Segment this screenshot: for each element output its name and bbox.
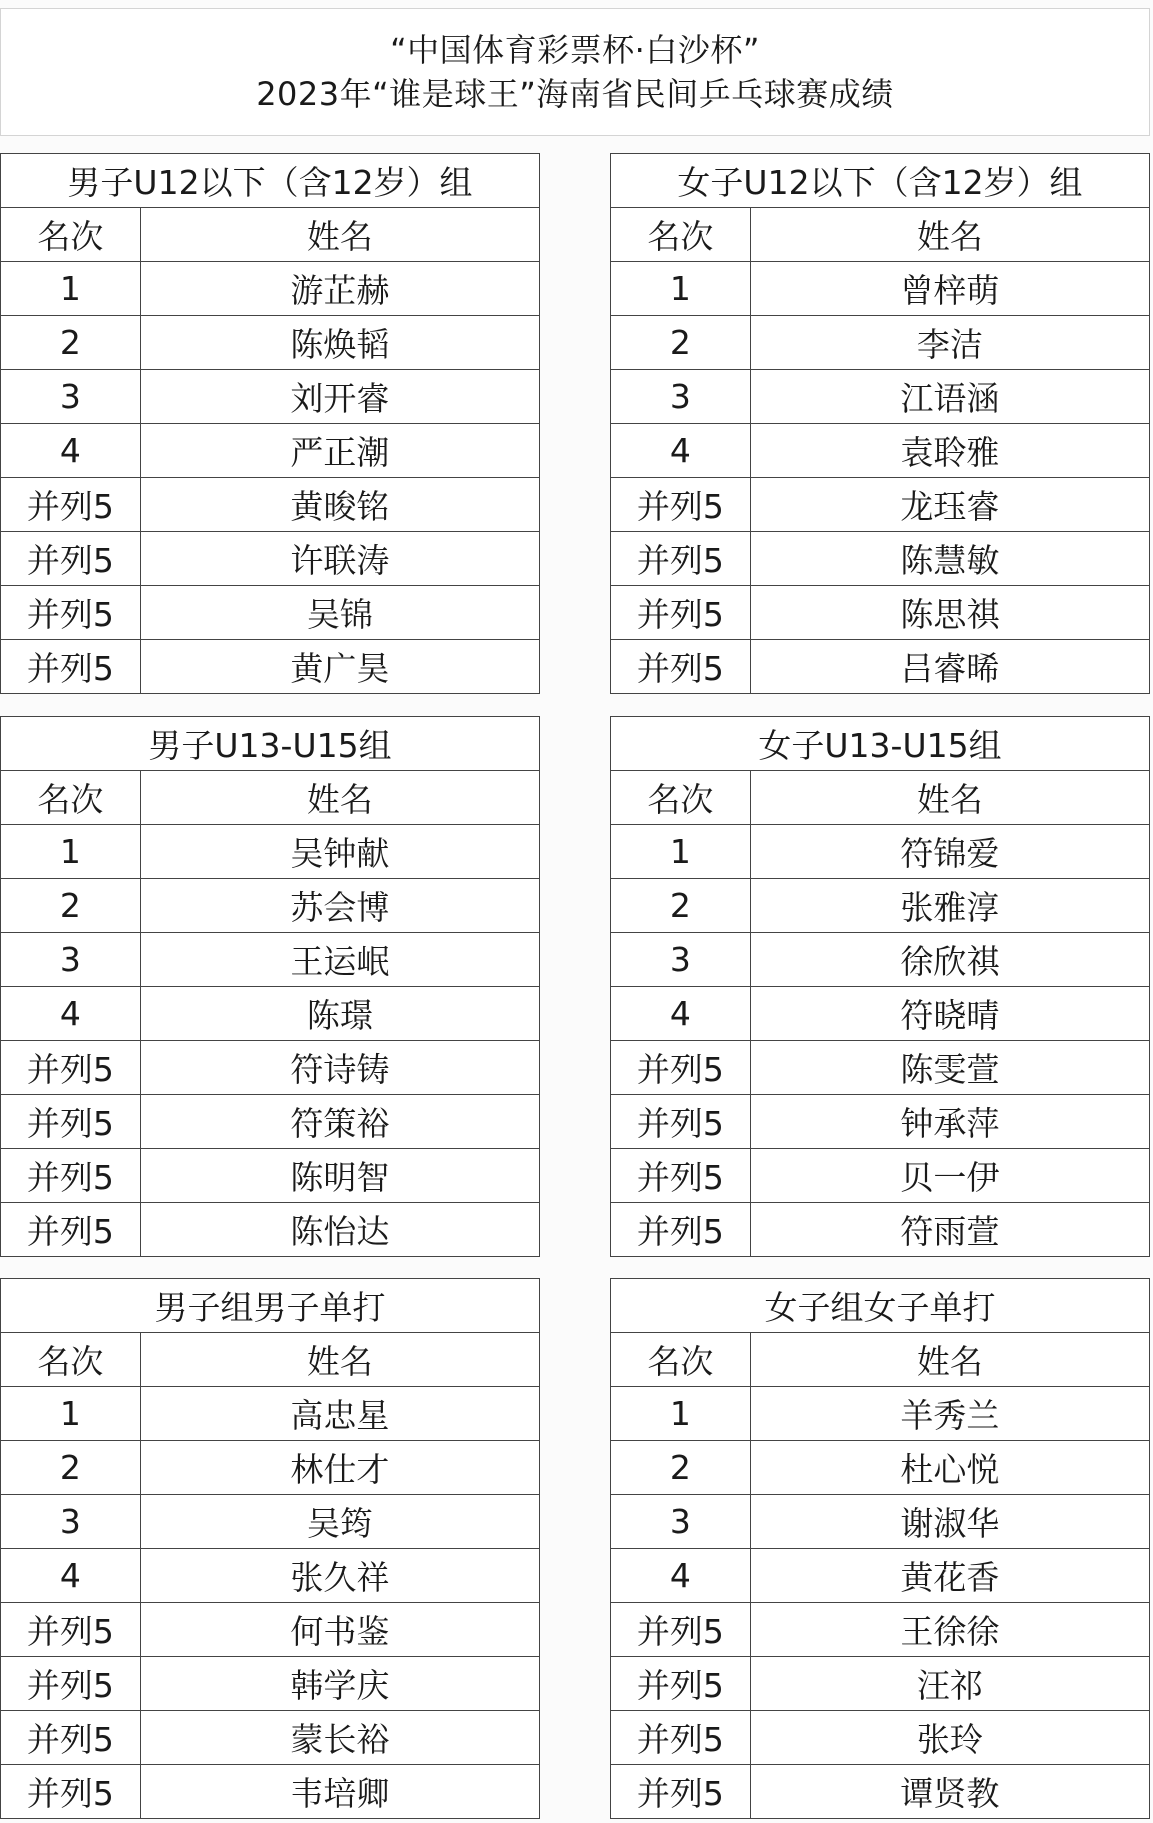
results-table [0,153,540,694]
table-row [611,825,1150,879]
name-cell: 羊秀兰 [751,1387,1150,1441]
table-row [611,478,1150,532]
name-cell: 陈雯萱 [751,1041,1150,1095]
rank-cell: 3 [611,1495,751,1549]
rank-column-header: 名次 [611,1333,751,1387]
table-row [1,1203,540,1257]
name-cell: 何书鉴 [141,1603,540,1657]
table-row [1,987,540,1041]
table-row [611,1711,1150,1765]
group-title: 男子U12以下（含12岁）组 [1,154,540,208]
group-title: 女子组女子单打 [611,1279,1150,1333]
rank-cell: 并列5 [611,1657,751,1711]
rank-cell: 并列5 [1,586,141,640]
name-cell: 王徐徐 [751,1603,1150,1657]
name-cell: 高忠星 [141,1387,540,1441]
header-row [611,771,1150,825]
table-row [1,1095,540,1149]
rank-cell: 并列5 [1,1203,141,1257]
header-row [611,208,1150,262]
group-title: 男子U13-U15组 [1,717,540,771]
results-table [610,1278,1150,1819]
rank-cell: 并列5 [1,1765,141,1819]
rank-cell: 3 [1,370,141,424]
rank-cell: 并列5 [611,1765,751,1819]
name-cell: 韦培卿 [141,1765,540,1819]
rank-cell: 2 [611,1441,751,1495]
table-row [1,1441,540,1495]
name-cell: 贝一伊 [751,1149,1150,1203]
name-cell: 陈璟 [141,987,540,1041]
name-cell: 李洁 [751,316,1150,370]
rank-cell: 并列5 [611,640,751,694]
rank-cell: 并列5 [611,1711,751,1765]
name-cell: 谭贤教 [751,1765,1150,1819]
rank-cell: 1 [611,1387,751,1441]
name-cell: 汪祁 [751,1657,1150,1711]
table-row [611,1765,1150,1819]
table-row [611,1203,1150,1257]
table-row [611,586,1150,640]
group-title: 女子U12以下（含12岁）组 [611,154,1150,208]
name-column-header: 姓名 [751,771,1150,825]
name-cell: 江语涵 [751,370,1150,424]
table-row [611,1149,1150,1203]
name-cell: 陈思祺 [751,586,1150,640]
rank-cell: 并列5 [611,532,751,586]
results-table [610,716,1150,1257]
table-row [611,262,1150,316]
table-row [1,1549,540,1603]
table-row [1,1657,540,1711]
rank-cell: 并列5 [611,1095,751,1149]
table-row [1,1041,540,1095]
table-row [611,1657,1150,1711]
rank-cell: 1 [1,1387,141,1441]
rank-cell: 并列5 [611,1603,751,1657]
name-cell: 陈明智 [141,1149,540,1203]
rank-cell: 并列5 [1,640,141,694]
name-cell: 吴钟献 [141,825,540,879]
name-cell: 黄晙铭 [141,478,540,532]
table-row [1,825,540,879]
name-cell: 韩学庆 [141,1657,540,1711]
rank-cell: 2 [611,316,751,370]
name-cell: 符雨萱 [751,1203,1150,1257]
table-row [1,316,540,370]
rank-column-header: 名次 [1,208,141,262]
name-cell: 吴锦 [141,586,540,640]
rank-cell: 并列5 [1,478,141,532]
name-cell: 钟承萍 [751,1095,1150,1149]
rank-cell: 并列5 [1,1149,141,1203]
table-row [1,879,540,933]
rank-cell: 4 [1,987,141,1041]
table-row [1,370,540,424]
name-cell: 龙珏睿 [751,478,1150,532]
name-cell: 曾梓萌 [751,262,1150,316]
name-column-header: 姓名 [751,208,1150,262]
rank-cell: 并列5 [1,532,141,586]
header-row [1,1333,540,1387]
rank-cell: 并列5 [1,1603,141,1657]
name-column-header: 姓名 [141,1333,540,1387]
table-row [611,1095,1150,1149]
rank-cell: 4 [611,1549,751,1603]
name-cell: 谢淑华 [751,1495,1150,1549]
name-cell: 黄花香 [751,1549,1150,1603]
rank-cell: 4 [611,987,751,1041]
table-row [1,1495,540,1549]
document-title [0,8,1150,136]
table-row [611,1387,1150,1441]
name-cell: 袁聆雅 [751,424,1150,478]
table-row [1,1149,540,1203]
name-cell: 杜心悦 [751,1441,1150,1495]
rank-cell: 4 [1,1549,141,1603]
table-row [611,1495,1150,1549]
title-line-1: “中国体育彩票杯·白沙杯” [390,31,760,69]
name-cell: 吕睿晞 [751,640,1150,694]
table-row [611,532,1150,586]
header-row [611,1333,1150,1387]
rank-cell: 2 [1,1441,141,1495]
rank-cell: 2 [1,879,141,933]
rank-cell: 2 [611,879,751,933]
name-cell: 严正潮 [141,424,540,478]
table-row [1,1387,540,1441]
results-table [610,153,1150,694]
name-cell: 黄广昊 [141,640,540,694]
results-table [0,1278,540,1819]
table-row [611,1041,1150,1095]
name-column-header: 姓名 [751,1333,1150,1387]
rank-cell: 并列5 [1,1657,141,1711]
header-row [1,771,540,825]
rank-cell: 2 [1,316,141,370]
rank-cell: 并列5 [611,586,751,640]
table-row [611,1441,1150,1495]
name-cell: 陈焕韬 [141,316,540,370]
results-table [0,716,540,1257]
rank-cell: 3 [611,370,751,424]
rank-cell: 并列5 [1,1041,141,1095]
rank-cell: 4 [1,424,141,478]
table-row [611,879,1150,933]
name-cell: 张雅淳 [751,879,1150,933]
name-cell: 林仕才 [141,1441,540,1495]
rank-column-header: 名次 [611,771,751,825]
rank-column-header: 名次 [1,771,141,825]
name-cell: 张玲 [751,1711,1150,1765]
table-row [611,987,1150,1041]
rank-cell: 1 [1,825,141,879]
rank-cell: 3 [1,1495,141,1549]
name-cell: 陈怡达 [141,1203,540,1257]
table-row [611,1603,1150,1657]
name-cell: 符策裕 [141,1095,540,1149]
title-line-2: 2023年“谁是球王”海南省民间乒乓球赛成绩 [256,75,894,113]
name-cell: 吴筠 [141,1495,540,1549]
rank-cell: 并列5 [1,1095,141,1149]
table-row [1,424,540,478]
rank-cell: 并列5 [611,1203,751,1257]
name-cell: 王运岷 [141,933,540,987]
rank-cell: 并列5 [1,1711,141,1765]
group-title: 女子U13-U15组 [611,717,1150,771]
rank-column-header: 名次 [1,1333,141,1387]
table-row [611,370,1150,424]
table-row [611,424,1150,478]
table-row [611,640,1150,694]
table-row [1,1765,540,1819]
name-column-header: 姓名 [141,208,540,262]
table-row [1,933,540,987]
name-cell: 刘开睿 [141,370,540,424]
name-column-header: 姓名 [141,771,540,825]
name-cell: 徐欣祺 [751,933,1150,987]
name-cell: 许联涛 [141,532,540,586]
name-cell: 张久祥 [141,1549,540,1603]
name-cell: 蒙长裕 [141,1711,540,1765]
rank-cell: 1 [611,262,751,316]
table-row [1,1603,540,1657]
group-title: 男子组男子单打 [1,1279,540,1333]
rank-cell: 3 [1,933,141,987]
rank-cell: 并列5 [611,478,751,532]
table-row [1,586,540,640]
table-row [1,478,540,532]
name-cell: 符晓晴 [751,987,1150,1041]
rank-column-header: 名次 [611,208,751,262]
table-row [1,1711,540,1765]
table-row [611,316,1150,370]
table-row [1,532,540,586]
name-cell: 苏会博 [141,879,540,933]
table-row [611,933,1150,987]
rank-cell: 并列5 [611,1041,751,1095]
name-cell: 符诗铸 [141,1041,540,1095]
name-cell: 游芷赫 [141,262,540,316]
rank-cell: 4 [611,424,751,478]
table-row [1,262,540,316]
header-row [1,208,540,262]
name-cell: 陈慧敏 [751,532,1150,586]
rank-cell: 1 [611,825,751,879]
rank-cell: 并列5 [611,1149,751,1203]
table-row [1,640,540,694]
rank-cell: 3 [611,933,751,987]
name-cell: 符锦爱 [751,825,1150,879]
table-row [611,1549,1150,1603]
rank-cell: 1 [1,262,141,316]
